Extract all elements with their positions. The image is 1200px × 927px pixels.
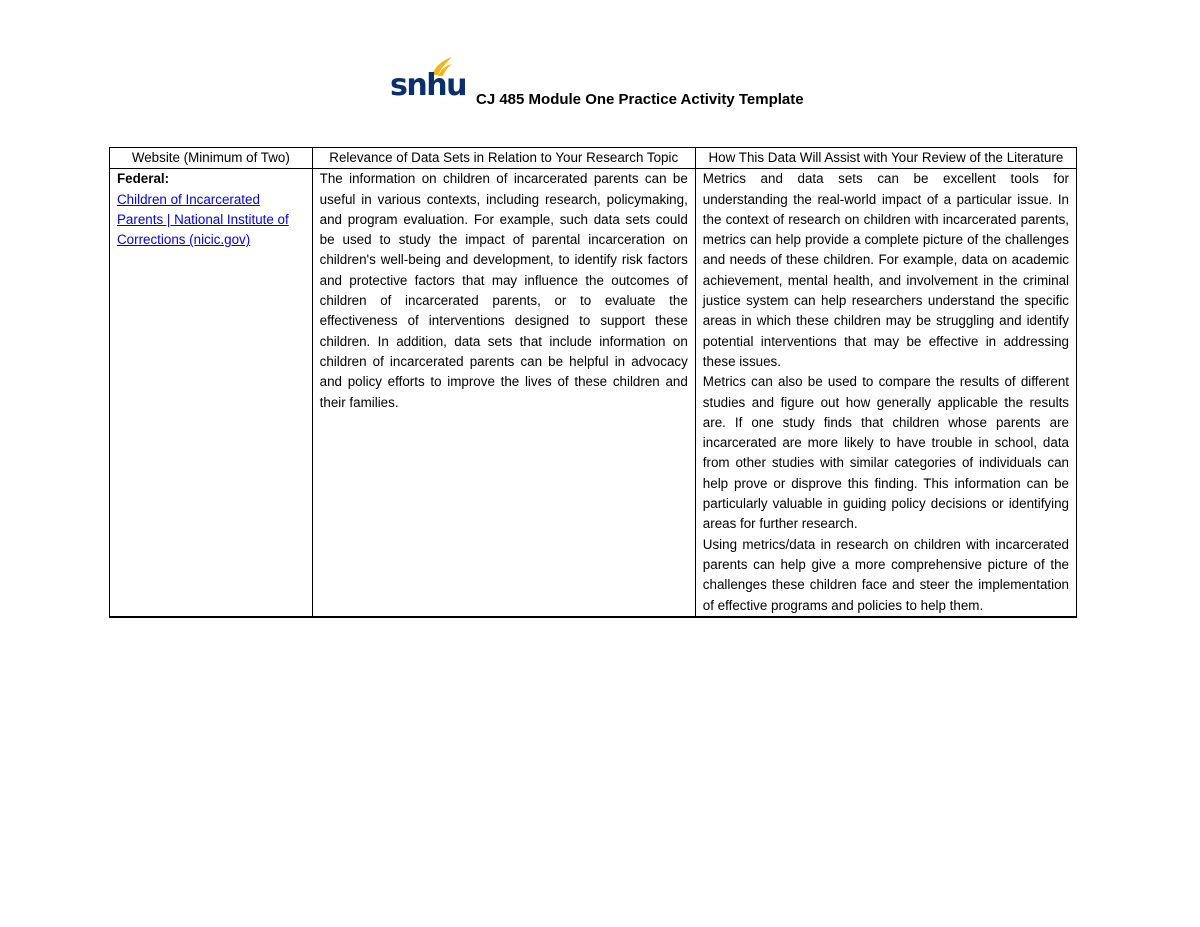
snhu-logo	[390, 55, 466, 105]
assist-paragraph-2: Metrics can also be used to compare the results of different studies and figure out how generally applicable the results are. If one study finds that children whose parents are incarcerated are more likely to have trouble in school, data from other studies with similar categories of individuals can help prove or disprove this finding. This information can be particularly valuable in guiding policy decisions or identifying areas for further research.	[702, 374, 1069, 532]
federal-label: Federal:	[117, 171, 170, 187]
website-cell	[110, 169, 313, 617]
header-relevance: Relevance of Data Sets in Relation to Your Research Topic	[312, 148, 695, 169]
logo-text: snhu	[390, 68, 466, 103]
table-row	[110, 169, 1077, 617]
header-website: Website (Minimum of Two)	[110, 148, 313, 169]
assist-paragraph-3: Using metrics/data in research on children with incarcerated parents can help give a more comprehensive picture of the challenges these children face and steer the implementation of effective programs and policies to help them.	[702, 536, 1069, 613]
table-header-row	[110, 148, 1077, 169]
nicic-link[interactable]: Children of Incarcerated Parents | National Institute of Corrections (nicic.gov)	[117, 191, 289, 248]
header-assist: How This Data Will Assist with Your Review of the Literature	[695, 148, 1076, 169]
relevance-cell: The information on children of incarcerated parents can be useful in various contexts, including research, policymaking, and program evaluation. For example, such data sets could be used to study the impact of parental incarceration on children's well-being and development, to identify risk factors and protective factors that may influence the outcomes of children of incarcerated parents, or to evaluate the effectiveness of interventions designed to support these children. In addition, data sets that include information on children of incarcerated parents can be helpful in advocacy and policy efforts to improve the lives of these children and their families.	[312, 169, 695, 617]
assist-cell	[695, 169, 1076, 617]
assist-paragraph-1: Metrics and data sets can be excellent tools for understanding the real-world impact of a particular issue. In the context of research on children with incarcerated parents, metrics can help provide a complete picture of the challenges and needs of these children. For example, data on academic achievement, mental health, and involvement in the criminal justice system can help researchers understand the specific areas in which these children may be struggling and identify potential interventions that may be effective in addressing these issues.	[702, 171, 1069, 369]
page-title: CJ 485 Module One Practice Activity Template	[476, 91, 804, 108]
page-header	[0, 55, 1200, 115]
practice-activity-table	[109, 147, 1077, 618]
